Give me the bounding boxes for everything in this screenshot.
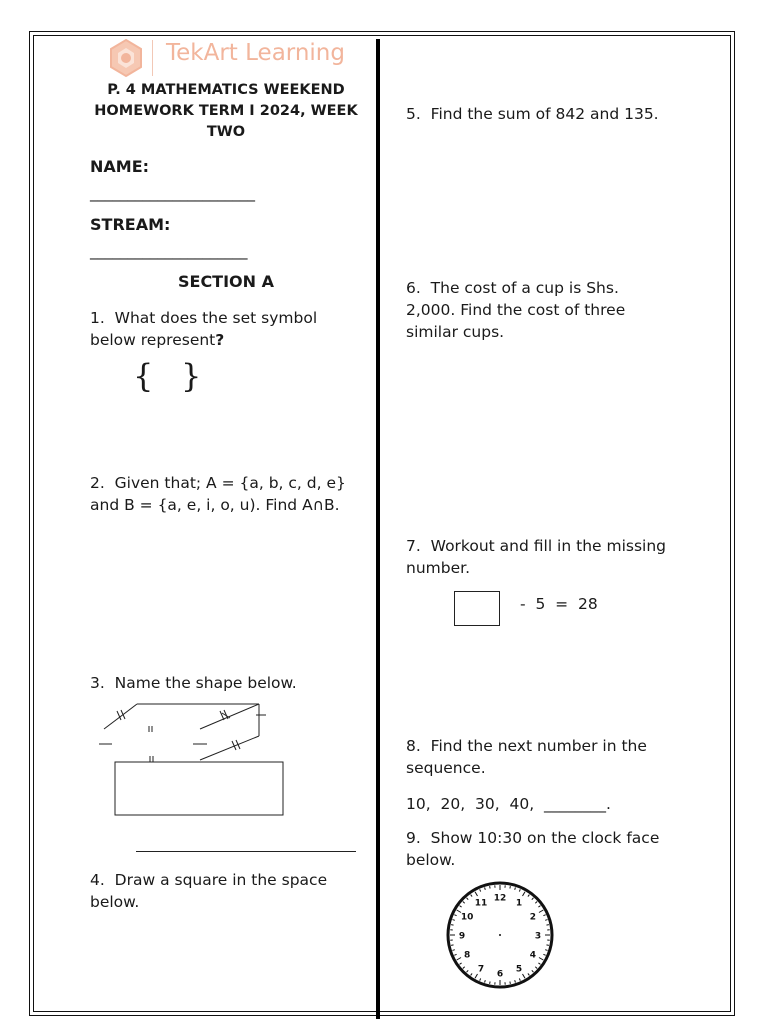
section-a-heading: SECTION A xyxy=(177,272,274,291)
question-number: 5. xyxy=(406,105,421,123)
clock-number: 9 xyxy=(458,931,466,942)
clock-face[interactable] xyxy=(444,879,556,991)
question-number: 6. xyxy=(406,279,421,297)
clock-tick xyxy=(510,886,511,888)
clock-tick xyxy=(451,945,453,946)
clock-number: 8 xyxy=(463,950,471,961)
q3-answer-line[interactable] xyxy=(136,851,356,852)
clock-tick xyxy=(546,925,548,926)
clock-number: 4 xyxy=(529,950,537,961)
page-title: P. 4 MATHEMATICS WEEKEND HOMEWORK TERM I 2024, WEEK TWO xyxy=(94,82,358,140)
question-number: 4. xyxy=(90,871,105,889)
question-text: Show 10:30 on the clock face below. xyxy=(406,829,660,869)
question-text: Draw a square in the space below. xyxy=(90,871,328,911)
clock-number: 10 xyxy=(460,912,474,923)
clock-number: 3 xyxy=(534,931,542,942)
hexagon-logo-icon xyxy=(106,38,146,78)
question-1 xyxy=(90,307,345,351)
question-6 xyxy=(406,277,666,343)
question-number: 8. xyxy=(406,737,421,755)
question-number: 3. xyxy=(90,674,105,692)
missing-number-box[interactable] xyxy=(454,591,500,626)
question-text: Find the sum of 842 and 135. xyxy=(430,105,659,123)
clock-center-dot xyxy=(499,934,501,936)
question-text: Name the shape below. xyxy=(114,674,297,692)
clock-number: 11 xyxy=(474,898,488,909)
question-text: Given that; A = {a, b, c, d, e} and B = {a, e, i, o, u). Find A∩B. xyxy=(90,474,346,514)
set-left-brace: { xyxy=(133,357,154,395)
question-4 xyxy=(90,869,360,913)
question-text: Find the next number in the sequence. xyxy=(406,737,647,777)
question-text: The cost of a cup is Shs. 2,000. Find the cost of three similar cups. xyxy=(406,279,626,341)
question-9 xyxy=(406,827,696,871)
clock-number: 7 xyxy=(477,964,485,975)
stream-blank[interactable]: _____________________ xyxy=(90,242,248,260)
logo-text: TekArt Learning xyxy=(166,40,345,66)
clock-number: 5 xyxy=(515,964,523,975)
question-5 xyxy=(406,103,706,125)
column-divider xyxy=(376,39,380,1019)
q8-sequence: 10, 20, 30, 40, ________. xyxy=(406,795,611,813)
set-right-brace: } xyxy=(181,357,202,395)
question-text: Workout and fill in the missing number. xyxy=(406,537,667,577)
clock-number: 12 xyxy=(493,893,507,904)
question-number: 7. xyxy=(406,537,421,555)
question-3 xyxy=(90,672,360,694)
question-mark: ? xyxy=(215,331,225,349)
clock-tick xyxy=(451,925,453,926)
clock-number: 2 xyxy=(529,912,537,923)
question-2 xyxy=(90,472,365,516)
name-label: NAME: xyxy=(90,157,150,176)
clock-tick xyxy=(510,981,511,983)
question-number: 9. xyxy=(406,829,421,847)
clock-tick xyxy=(490,886,491,888)
question-number: 2. xyxy=(90,474,105,492)
question-text: What does the set symbol below represent xyxy=(90,309,318,349)
question-8 xyxy=(406,735,696,779)
q7-equation: - 5 = 28 xyxy=(520,595,598,613)
clock-number: 6 xyxy=(496,969,504,980)
logo-separator xyxy=(152,40,153,76)
cuboid-shape-diagram xyxy=(90,696,290,822)
stream-label: STREAM: xyxy=(90,215,171,234)
name-blank[interactable]: ______________________ xyxy=(90,184,255,202)
clock-tick xyxy=(546,945,548,946)
clock-number: 1 xyxy=(515,898,523,909)
clock-tick xyxy=(490,981,491,983)
question-number: 1. xyxy=(90,309,105,327)
logo xyxy=(104,38,364,78)
question-7 xyxy=(406,535,666,579)
